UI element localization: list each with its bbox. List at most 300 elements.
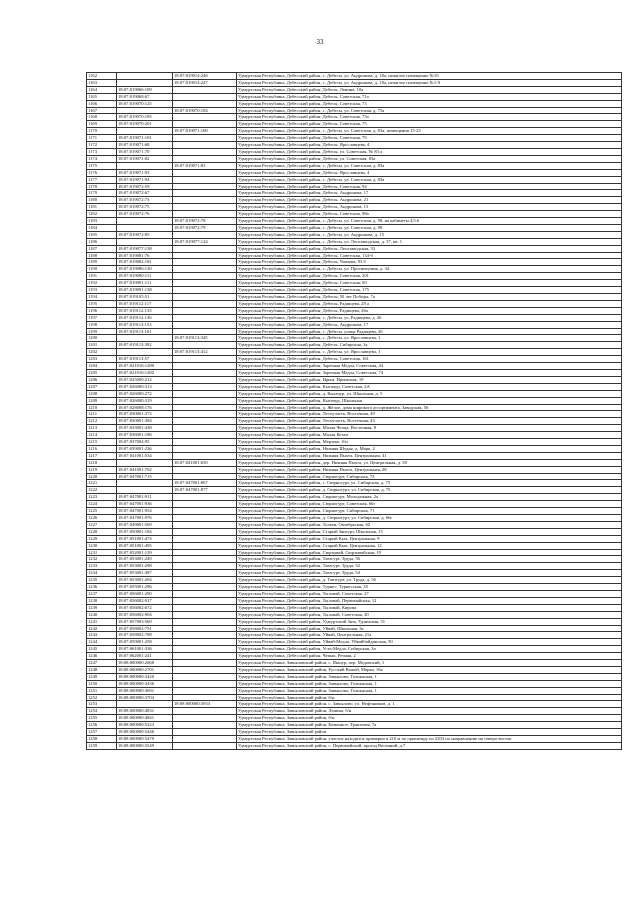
table-row [87, 321, 622, 328]
room-cadastral-number-cell [173, 169, 237, 176]
table-row [87, 349, 622, 356]
address-cell: Удмуртская Республика, Дебесский район, Кытачур, Школьная [237, 397, 622, 404]
cadastral-number-cell [117, 238, 173, 245]
room-cadastral-number-cell [173, 515, 237, 522]
row-number-cell: 1214 [87, 432, 117, 439]
row-number-cell: 1194 [87, 294, 117, 301]
address-cell: Удмуртская Республика, Дебесский район, Сюрногурт, Сибирская, 71 [237, 508, 622, 515]
table-row [87, 342, 622, 349]
table-row [87, 528, 622, 535]
room-cadastral-number-cell [173, 604, 237, 611]
address-cell: Удмуртская Республика, Дебесский район, Заречная Медла, Советская, 44 [237, 363, 622, 370]
address-cell: Удмуртская Республика, Дебесский район, д. Жёлое, дома широкого ассортимента, Заводская, 56 [237, 404, 622, 411]
address-cell: Удмуртская Республика, Дебесский район, Дебесы, Советская, 71а [237, 93, 622, 100]
table-row [87, 715, 622, 722]
cadastral-number-cell: 18:07:037004:95 [117, 439, 173, 446]
room-cadastral-number-cell [173, 418, 237, 425]
table-row [87, 155, 622, 162]
table-row [87, 73, 622, 80]
address-cell: Удмуртская Республика, Дебесский район, с. Дебесы, ул. Ярославцева, 1 [237, 335, 622, 342]
room-cadastral-number-cell [173, 383, 237, 390]
cadastral-number-cell [117, 701, 173, 708]
room-cadastral-number-cell [173, 708, 237, 715]
row-number-cell: 1183 [87, 218, 117, 225]
room-cadastral-number-cell [173, 231, 237, 238]
room-cadastral-number-cell [173, 411, 237, 418]
row-number-cell: 1252 [87, 694, 117, 701]
row-number-cell: 1230 [87, 542, 117, 549]
address-cell: Удмуртская Республика, Дебесский район, Дебесы, Советская, 161 [237, 356, 622, 363]
address-cell: Удмуртская Республика, Дебесский район, Сюрногурт, Сибирская, 73 [237, 473, 622, 480]
table-row [87, 197, 622, 204]
row-number-cell: 1206 [87, 376, 117, 383]
address-cell: Удмуртская Республика, Дебесский район, Тыловай, Кирова [237, 604, 622, 611]
room-cadastral-number-cell [173, 473, 237, 480]
row-number-cell: 1205 [87, 369, 117, 376]
room-cadastral-number-cell [173, 211, 237, 218]
room-cadastral-number-cell [173, 86, 237, 93]
cadastral-number-cell: 18:07:019081:76 [117, 252, 173, 259]
cadastral-number-cell: 18:08:000000:5223 [117, 722, 173, 729]
table-row [87, 245, 622, 252]
row-number-cell: 1187 [87, 245, 117, 252]
row-number-cell: 1182 [87, 211, 117, 218]
table-row [87, 169, 622, 176]
address-cell: Удмуртская Республика, Дебесский район, Нижняя Пыхта, Центральная, 28 [237, 466, 622, 473]
room-cadastral-number-cell [173, 673, 237, 680]
address-cell: Удмуртская Республика, Дебесский район, Уйвай, Школьная, 3а [237, 625, 622, 632]
cadastral-number-cell [117, 487, 173, 494]
address-cell: Удмуртская Республика, Дебесский район, дер. Нижняя Пыхта, ул. Центральная, д. 39 [237, 459, 622, 466]
cadastral-number-cell: 18:07:019071:82 [117, 155, 173, 162]
cadastral-number-cell: 18:07:047001:715 [117, 473, 173, 480]
address-cell: Удмуртская Республика, Дебесский район, Дебесы, Советская, 98а [237, 211, 622, 218]
cadastral-number-cell: 18:07:019071:70 [117, 148, 173, 155]
row-number-cell: 1227 [87, 521, 117, 528]
room-cadastral-number-cell [173, 425, 237, 432]
address-cell: Удмуртская Республика, Дебесский район, Уйвай, Центральная, 21а [237, 632, 622, 639]
cadastral-number-cell: 18:08:000000:2668 [117, 660, 173, 667]
row-number-cell: 1242 [87, 625, 117, 632]
row-number-cell: 1213 [87, 425, 117, 432]
table-row [87, 590, 622, 597]
table-row [87, 480, 622, 487]
table-row [87, 100, 622, 107]
row-number-cell: 1210 [87, 404, 117, 411]
table-row [87, 466, 622, 473]
room-cadastral-number-cell [173, 742, 237, 749]
table-row [87, 618, 622, 625]
address-cell: Удмуртская Республика, Завьяловский район, участок находится примерно в 210 м по ориентиру по 2203 по направлению на северо-восток [237, 736, 622, 743]
row-number-cell: 1202 [87, 349, 117, 356]
address-cell: Удмуртская Республика, Дебесский район, Дебесы, Чапаева, 93 б [237, 259, 622, 266]
cadastral-number-cell: 18:07:019071:68 [117, 142, 173, 149]
cadastral-number-cell [117, 349, 173, 356]
address-cell: Удмуртская Республика, Дебесский район, Дебесы, 50 лет Победы, 7а [237, 294, 622, 301]
row-number-cell: 1229 [87, 535, 117, 542]
room-cadastral-number-cell [173, 680, 237, 687]
table-row [87, 549, 622, 556]
address-cell: Удмуртская Республика, Дебесский район, Дебесы, Советская, 79 [237, 135, 622, 142]
cadastral-number-cell: 18:07:019071:94 [117, 176, 173, 183]
address-cell: Удмуртская Республика, Завьяловский район, с. Завьялово, ул. Нефтяников, д. 1 [237, 701, 622, 708]
address-cell: Удмуртская Республика, Дебесский район, Дебесы, Сибирская, 1а [237, 342, 622, 349]
room-cadastral-number-cell [173, 135, 237, 142]
row-number-cell: 1201 [87, 342, 117, 349]
address-cell: Удмуртская Республика, Дебесский район, Старый Кыч, Центральная, 12 [237, 542, 622, 549]
row-number-cell: 1239 [87, 604, 117, 611]
address-cell: Удмуртская Республика, Дебесский район, д. Сюрногурт, ул. Сибирская, д. 66г [237, 515, 622, 522]
table-row [87, 487, 622, 494]
row-number-cell: 1181 [87, 204, 117, 211]
room-cadastral-number-cell [173, 556, 237, 563]
cadastral-number-cell: 18:07:019068:67 [117, 93, 173, 100]
table-row [87, 314, 622, 321]
row-number-cell: 1218 [87, 459, 117, 466]
room-cadastral-number-cell [173, 245, 237, 252]
room-cadastral-number-cell: 18:07:019014:246 [173, 73, 237, 80]
table-row [87, 542, 622, 549]
cadastral-number-cell: 18:08:000000:3436 [117, 680, 173, 687]
address-cell: Удмуртская Республика, Дебесский район, Заречная Медла, Советская, 74 [237, 369, 622, 376]
row-number-cell: 1216 [87, 445, 117, 452]
room-cadastral-number-cell [173, 114, 237, 121]
room-cadastral-number-cell [173, 148, 237, 155]
table-row [87, 259, 622, 266]
cadastral-number-cell: 18:07:019113:57 [117, 356, 173, 363]
cadastral-number-cell: 18:07:053001:298 [117, 563, 173, 570]
room-cadastral-number-cell: 18:07:019113:345 [173, 335, 237, 342]
room-cadastral-number-cell [173, 397, 237, 404]
table-row [87, 494, 622, 501]
room-cadastral-number-cell: 18:07:019014:247 [173, 79, 237, 86]
table-row [87, 508, 622, 515]
table-row [87, 148, 622, 155]
table-row [87, 459, 622, 466]
table-row [87, 121, 622, 128]
table-row [87, 694, 622, 701]
room-cadastral-number-cell [173, 432, 237, 439]
row-number-cell: 1175 [87, 162, 117, 169]
row-number-cell: 1247 [87, 660, 117, 667]
cadastral-number-cell [117, 218, 173, 225]
room-cadastral-number-cell [173, 736, 237, 743]
row-number-cell: 1209 [87, 397, 117, 404]
address-cell: Удмуртская Республика, Дебесский район, с. Дебесы, ул. Андронова, д. 18а, нежилое помещение №10 [237, 73, 622, 80]
address-cell: Удмуртская Республика, Дебесский район, Малая Чепца, Восточная, 8 [237, 425, 622, 432]
address-cell: Удмуртская Республика, Дебесский район, с. Дебесы, ул. Советская, д. 83а, помещения 15-23 [237, 128, 622, 135]
room-cadastral-number-cell: 18:07:019070:184 [173, 107, 237, 114]
row-number-cell: 1226 [87, 515, 117, 522]
room-cadastral-number-cell [173, 653, 237, 660]
address-cell: Удмуртская Республика, Дебесский район, с. Дебесы, ул. Лесозаводская, д. 37, кв. 1 [237, 238, 622, 245]
cadastral-number-cell: 18:07:053001:264 [117, 577, 173, 584]
address-cell: Удмуртская Республика, Завьяловский район, Русский Вожой, Марка, 16а [237, 666, 622, 673]
cadastral-number-cell: 18:07:030001:384 [117, 418, 173, 425]
row-number-cell: 1221 [87, 480, 117, 487]
room-cadastral-number-cell [173, 342, 237, 349]
room-cadastral-number-cell [173, 715, 237, 722]
room-cadastral-number-cell [173, 252, 237, 259]
cadastral-number-cell [117, 480, 173, 487]
room-cadastral-number-cell: 18:07:041001:650 [173, 459, 237, 466]
row-number-cell: 1162 [87, 73, 117, 80]
room-cadastral-number-cell [173, 666, 237, 673]
address-cell: Удмуртская Республика, Дебесский район, Дебесы, Ленина, 10а [237, 86, 622, 93]
room-cadastral-number-cell [173, 466, 237, 473]
address-cell: Удмуртская Республика, Завьяловский район, б/н [237, 694, 622, 701]
room-cadastral-number-cell [173, 660, 237, 667]
row-number-cell: 1251 [87, 687, 117, 694]
table-row [87, 418, 622, 425]
row-number-cell: 1217 [87, 452, 117, 459]
cadastral-number-cell: 18:07:019070:125 [117, 100, 173, 107]
table-row [87, 183, 622, 190]
table-row [87, 162, 622, 169]
table-row [87, 114, 622, 121]
cadastral-number-cell: 18:08:000000:3691 [117, 687, 173, 694]
address-cell: Удмуртская Республика, Дебесский район, с. Дебесы, ул. Советская, д. 83а [237, 162, 622, 169]
row-number-cell: 1163 [87, 79, 117, 86]
address-cell: Удмуртская Республика, Дебесский район, с. Дебесы, улица Радищева, 26 [237, 328, 622, 335]
room-cadastral-number-cell [173, 404, 237, 411]
cadastral-number-cell: 18:07:019113:153 [117, 321, 173, 328]
cadastral-number-cell: 18:07:019113:161 [117, 328, 173, 335]
row-number-cell: 1199 [87, 328, 117, 335]
table-row [87, 625, 622, 632]
address-cell: Удмуртская Республика, Дебесский район, Кытачур, Советская, 2А [237, 383, 622, 390]
address-cell: Удмуртская Республика, Дебесский район, Дебесы, Андронова, 17 [237, 321, 622, 328]
row-number-cell: 1179 [87, 190, 117, 197]
table-row [87, 473, 622, 480]
room-cadastral-number-cell [173, 445, 237, 452]
row-number-cell: 1167 [87, 107, 117, 114]
address-cell: Удмуртская Республика, Дебесский район, Дебесы, Ярославцева, 4 [237, 169, 622, 176]
cadastral-number-cell: 18:07:026000:319 [117, 397, 173, 404]
table-row [87, 383, 622, 390]
table-row [87, 660, 622, 667]
room-cadastral-number-cell [173, 611, 237, 618]
cadastral-number-cell: 18:08:000000:2701 [117, 666, 173, 673]
cadastral-number-cell: 18:07:058002:788 [117, 632, 173, 639]
cadastral-number-cell: 18:07:056001:290 [117, 590, 173, 597]
room-cadastral-number-cell: 18:07:019071:83 [173, 162, 237, 169]
table-row [87, 680, 622, 687]
cadastral-number-cell: 18:07:019071:101 [117, 135, 173, 142]
row-number-cell: 1165 [87, 93, 117, 100]
cadastral-number-cell: 18:07:019112:136 [117, 314, 173, 321]
cadastral-number-cell: 18:07:026000:272 [117, 390, 173, 397]
address-cell: Удмуртская Республика, Дебесский район, Дебесы, ул. Советская, № 83 а [237, 148, 622, 155]
row-number-cell: 1172 [87, 142, 117, 149]
cadastral-number-cell: 18:07:019112:133 [117, 307, 173, 314]
cadastral-number-cell: 18:07:056002:917 [117, 597, 173, 604]
table-row [87, 135, 622, 142]
cadastral-number-cell: 18:07:019071:93 [117, 169, 173, 176]
table-row [87, 79, 622, 86]
registry-body [87, 73, 622, 750]
room-cadastral-number-cell: 18:07:019071:100 [173, 128, 237, 135]
address-cell: Удмуртская Республика, Дебесский район, Тавзгурт, Труда, 52 [237, 563, 622, 570]
table-row [87, 673, 622, 680]
address-cell: Удмуртская Республика, Завьяловский район, с. Якшур, пер. Медовский, 1 [237, 660, 622, 667]
room-cadastral-number-cell [173, 528, 237, 535]
cadastral-number-cell: 18:07:041001:534 [117, 452, 173, 459]
room-cadastral-number-cell [173, 535, 237, 542]
cadastral-number-cell [117, 335, 173, 342]
room-cadastral-number-cell: 18:07:019072:79 [173, 224, 237, 231]
room-cadastral-number-cell [173, 542, 237, 549]
room-cadastral-number-cell [173, 439, 237, 446]
table-row [87, 632, 622, 639]
table-row [87, 218, 622, 225]
address-cell: Удмуртская Республика, Дебесский район, с. Дебесы, ул. Советская, д. 98 [237, 224, 622, 231]
cadastral-number-cell: 18:08:000000:4841 [117, 715, 173, 722]
row-number-cell: 1166 [87, 100, 117, 107]
room-cadastral-number-cell [173, 155, 237, 162]
cadastral-number-cell [117, 224, 173, 231]
address-cell: Удмуртская Республика, Дебесский район, с. Дебесы, ул. Андронова, д. 15 [237, 231, 622, 238]
address-cell: Удмуртская Республика, Дебесский район, Сюрногурт, Молодежная, 2а [237, 494, 622, 501]
cadastral-number-cell: 18:07:047001:954 [117, 508, 173, 515]
row-number-cell: 1191 [87, 273, 117, 280]
cadastral-number-cell [117, 128, 173, 135]
cadastral-number-cell [117, 459, 173, 466]
room-cadastral-number-cell [173, 190, 237, 197]
table-row [87, 307, 622, 314]
cadastral-number-cell: 18:07:047001:976 [117, 515, 173, 522]
cadastral-number-cell: 18:07:051001:474 [117, 535, 173, 542]
cadastral-number-cell: 18:07:056002:904 [117, 611, 173, 618]
row-number-cell: 1189 [87, 259, 117, 266]
cadastral-number-cell: 18:07:053001:249 [117, 556, 173, 563]
table-row [87, 701, 622, 708]
row-number-cell: 1196 [87, 307, 117, 314]
table-row [87, 736, 622, 743]
room-cadastral-number-cell [173, 494, 237, 501]
row-number-cell: 1257 [87, 729, 117, 736]
address-cell: Удмуртская Республика, Дебесский район, Турнес, Турнесская, 35 [237, 584, 622, 591]
cadastral-number-cell: 18:07:019086:130 [117, 266, 173, 273]
row-number-cell: 1223 [87, 494, 117, 501]
table-row [87, 231, 622, 238]
row-number-cell: 1215 [87, 439, 117, 446]
cadastral-number-cell: 18:07:055001:296 [117, 584, 173, 591]
table-row [87, 563, 622, 570]
row-number-cell: 1208 [87, 390, 117, 397]
cadastral-number-cell: 18:07:036001:186 [117, 432, 173, 439]
row-number-cell: 1178 [87, 183, 117, 190]
room-cadastral-number-cell: 18:07:019072:78 [173, 218, 237, 225]
cadastral-number-cell: 18:08:000000:4831 [117, 708, 173, 715]
room-cadastral-number-cell [173, 197, 237, 204]
table-row [87, 639, 622, 646]
row-number-cell: 1190 [87, 266, 117, 273]
room-cadastral-number-cell [173, 376, 237, 383]
cadastral-number-cell: 18:07:028008:176 [117, 404, 173, 411]
table-row [87, 501, 622, 508]
room-cadastral-number-cell [173, 501, 237, 508]
cadastral-number-cell: 18:07:019072:85 [117, 231, 173, 238]
address-cell: Удмуртская Республика, Дебесский район, Малая Кетаи [237, 432, 622, 439]
row-number-cell: 1228 [87, 528, 117, 535]
cadastral-number-cell: 18:07:019066:109 [117, 86, 173, 93]
table-row [87, 445, 622, 452]
row-number-cell: 1241 [87, 618, 117, 625]
room-cadastral-number-cell [173, 597, 237, 604]
row-number-cell: 1244 [87, 639, 117, 646]
cadastral-number-cell: 18:08:000000:3420 [117, 673, 173, 680]
cadastral-number-cell: 18:07:019090:111 [117, 273, 173, 280]
cadastral-number-cell: 18:07:050001:184 [117, 528, 173, 535]
cadastral-number-cell [117, 79, 173, 86]
address-cell: Удмуртская Республика, Завьяловский район, Завьялово, Гольянская, 1 [237, 687, 622, 694]
row-number-cell: 1198 [87, 321, 117, 328]
room-cadastral-number-cell [173, 300, 237, 307]
cadastral-number-cell: 18:07:019070:185 [117, 114, 173, 121]
room-cadastral-number-cell [173, 259, 237, 266]
cadastral-number-cell: 18:07:019091:111 [117, 280, 173, 287]
table-row [87, 369, 622, 376]
address-cell: Удмуртская Республика, Дебесский район, Лесоучастк, Восточная, 43 [237, 418, 622, 425]
room-cadastral-number-cell [173, 570, 237, 577]
table-row [87, 211, 622, 218]
table-row [87, 425, 622, 432]
address-cell: Удмуртская Республика, Дебесский район, Дебесы, Советская, 134-б [237, 252, 622, 259]
table-row [87, 584, 622, 591]
table-row [87, 107, 622, 114]
room-cadastral-number-cell [173, 321, 237, 328]
row-number-cell: 1253 [87, 701, 117, 708]
room-cadastral-number-cell [173, 563, 237, 570]
table-row [87, 190, 622, 197]
row-number-cell: 1246 [87, 653, 117, 660]
row-number-cell: 1249 [87, 673, 117, 680]
table-row [87, 432, 622, 439]
room-cadastral-number-cell [173, 639, 237, 646]
table-row [87, 335, 622, 342]
row-number-cell: 1164 [87, 86, 117, 93]
room-cadastral-number-cell [173, 328, 237, 335]
table-row [87, 570, 622, 577]
table-row [87, 142, 622, 149]
table-row [87, 577, 622, 584]
room-cadastral-number-cell [173, 521, 237, 528]
room-cadastral-number-cell [173, 314, 237, 321]
room-cadastral-number-cell [173, 93, 237, 100]
row-number-cell: 1212 [87, 418, 117, 425]
cadastral-number-cell: 18:07:030001:372 [117, 411, 173, 418]
room-cadastral-number-cell [173, 121, 237, 128]
room-cadastral-number-cell [173, 390, 237, 397]
room-cadastral-number-cell [173, 508, 237, 515]
room-cadastral-number-cell [173, 294, 237, 301]
cadastral-number-cell: 18:07:056002:672 [117, 604, 173, 611]
row-number-cell: 1258 [87, 736, 117, 743]
room-cadastral-number-cell [173, 549, 237, 556]
cadastral-number-cell: 18:07:019072:67 [117, 190, 173, 197]
table-row [87, 687, 622, 694]
address-cell: Удмуртская Республика, Завьяловский район [237, 729, 622, 736]
row-number-cell: 1171 [87, 135, 117, 142]
table-row [87, 224, 622, 231]
room-cadastral-number-cell [173, 687, 237, 694]
cadastral-number-cell: 18:07:052001:139 [117, 549, 173, 556]
cadastral-number-cell: 18:07:019072:76 [117, 211, 173, 218]
address-cell: Удмуртская Республика, Дебесский район, с. Дебесы, ул. Советская, д. 75а [237, 107, 622, 114]
table-row [87, 646, 622, 653]
address-cell: Удмуртская Республика, Дебесский район, Дебесы, Советская, 73 [237, 100, 622, 107]
